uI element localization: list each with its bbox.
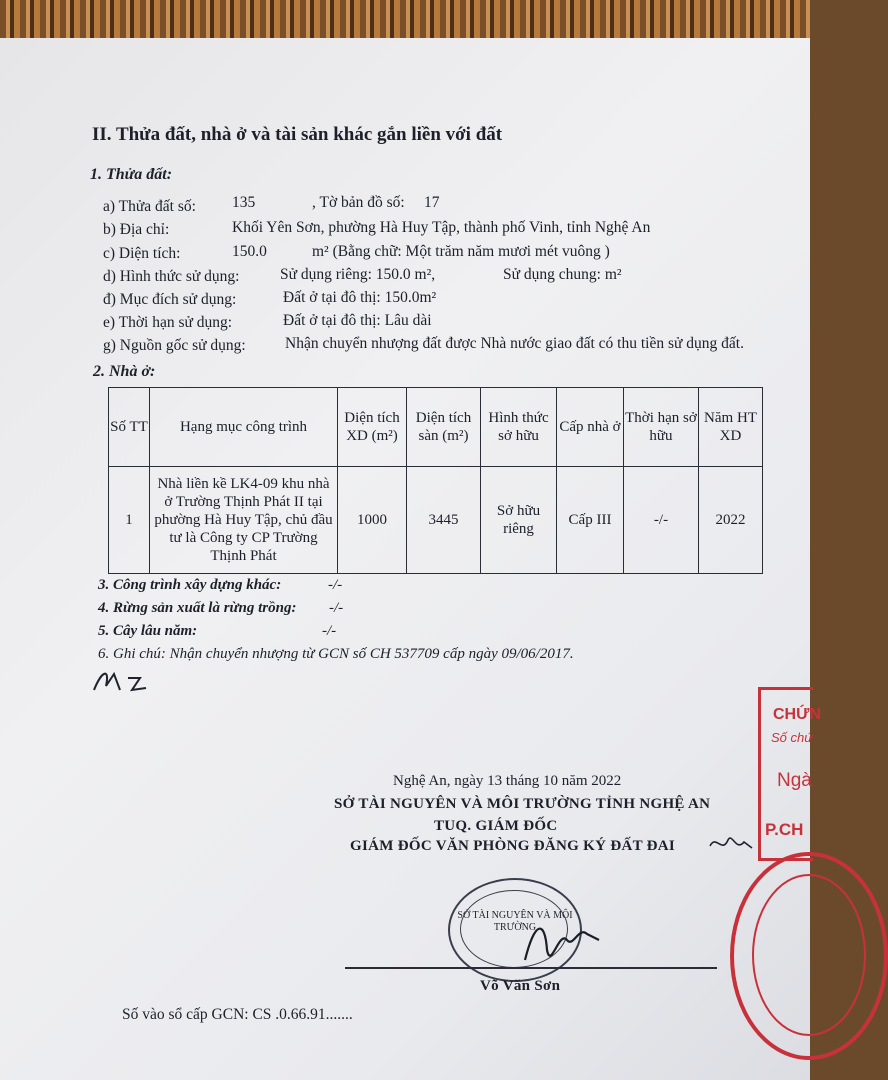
issuing-org: SỞ TÀI NGUYÊN VÀ MÔI TRƯỜNG TỈNH NGHỆ AN <box>334 796 711 812</box>
land-heading: 1. Thửa đất: <box>90 166 173 183</box>
table-row <box>109 467 763 574</box>
signature-rule <box>345 967 717 969</box>
red-registration-stamp <box>758 687 821 861</box>
initial-mark <box>706 830 756 858</box>
forest-value: -/- <box>329 600 344 616</box>
register-number: Số vào sổ cấp GCN: CS .0.66.91....... <box>122 1006 353 1023</box>
table-header-row <box>109 388 763 467</box>
red-round-seal <box>730 852 888 1060</box>
row-floor-area: 3445 <box>407 467 481 574</box>
row-ownership: Sở hữu riêng <box>481 467 557 574</box>
initials-signature <box>88 660 158 702</box>
signer-name: Võ Văn Sơn <box>480 978 561 994</box>
section-title: II. Thửa đất, nhà ở và tài sản khác gắn liền với đất <box>92 124 503 145</box>
round-seal-text: SỞ TÀI NGUYÊN VÀ MÔI TRƯỜNG <box>457 910 573 933</box>
header-build-area: Diện tích XD (m²) <box>338 388 407 467</box>
row-item: Nhà liền kề LK4-09 khu nhà ở Trường Thịnh Phát II tại phường Hà Huy Tập, chủ đầu tư là Công ty CP Trường Thịnh Phát <box>150 467 338 574</box>
header-ownership: Hình thức sở hữu <box>481 388 557 467</box>
other-works-value: -/- <box>328 577 343 593</box>
house-heading: 2. Nhà ở: <box>93 363 156 380</box>
term-label: e) Thời hạn sử dụng: <box>103 314 233 331</box>
header-year: Năm HT XD <box>699 388 763 467</box>
area-value: 150.0 <box>232 243 267 260</box>
note-line: 6. Ghi chú: Nhận chuyển nhượng từ GCN số CH 537709 cấp ngày 09/06/2017. <box>98 646 574 662</box>
map-label: , Tờ bản đồ số: <box>312 194 405 211</box>
term-value: Đất ở tại đô thị: Lâu dài <box>283 312 432 329</box>
map-number: 17 <box>424 194 440 211</box>
red-stamp-line-2: Số chứ <box>771 730 813 745</box>
origin-label: g) Nguồn gốc sử dụng: <box>103 337 246 354</box>
other-works-label: 3. Công trình xây dựng khác: <box>98 577 282 593</box>
use-form-label: d) Hình thức sử dụng: <box>103 268 240 285</box>
header-floor-area: Diện tích sàn (m²) <box>407 388 481 467</box>
header-grade: Cấp nhà ở <box>557 388 624 467</box>
perennial-label: 5. Cây lâu năm: <box>98 623 198 639</box>
shared-use: Sử dụng chung: m² <box>503 266 622 283</box>
row-term: -/- <box>624 467 699 574</box>
row-no: 1 <box>109 467 150 574</box>
address-label: b) Địa chỉ: <box>103 221 170 238</box>
red-stamp-line-4: P.CH <box>765 820 804 839</box>
forest-label: 4. Rừng sản xuất là rừng trồng: <box>98 600 297 616</box>
parcel-label: a) Thửa đất số: <box>103 198 196 215</box>
area-in-words: m² (Bằng chữ: Một trăm năm mươi mét vuông ) <box>312 243 610 260</box>
origin-value: Nhận chuyển nhượng đất được Nhà nước giao đất có thu tiền sử dụng đất. <box>285 335 744 352</box>
red-stamp-line-3: Ngà <box>777 770 812 791</box>
red-stamp-line-1: CHỨN <box>773 706 821 723</box>
row-grade: Cấp III <box>557 467 624 574</box>
wood-background <box>0 0 810 42</box>
purpose-value: Đất ở tại đô thị: 150.0m² <box>283 289 437 306</box>
row-build-area: 1000 <box>338 467 407 574</box>
address-value: Khối Yên Sơn, phường Hà Huy Tập, thành phố Vinh, tỉnh Nghệ An <box>232 219 651 236</box>
header-term: Thời hạn sở hữu <box>624 388 699 467</box>
area-label: c) Diện tích: <box>103 245 181 262</box>
house-table <box>108 387 763 574</box>
office-title: GIÁM ĐỐC VĂN PHÒNG ĐĂNG KÝ ĐẤT ĐAI <box>350 838 676 854</box>
row-year: 2022 <box>699 467 763 574</box>
header-no: Số TT <box>109 388 150 467</box>
perennial-value: -/- <box>322 623 337 639</box>
header-item: Hạng mục công trình <box>150 388 338 467</box>
tuq-line: TUQ. GIÁM ĐỐC <box>434 818 558 834</box>
date-line: Nghệ An, ngày 13 tháng 10 năm 2022 <box>393 773 622 789</box>
parcel-number: 135 <box>232 194 256 211</box>
private-use: Sử dụng riêng: 150.0 m², <box>280 266 436 283</box>
purpose-label: đ) Mục đích sử dụng: <box>103 291 237 308</box>
